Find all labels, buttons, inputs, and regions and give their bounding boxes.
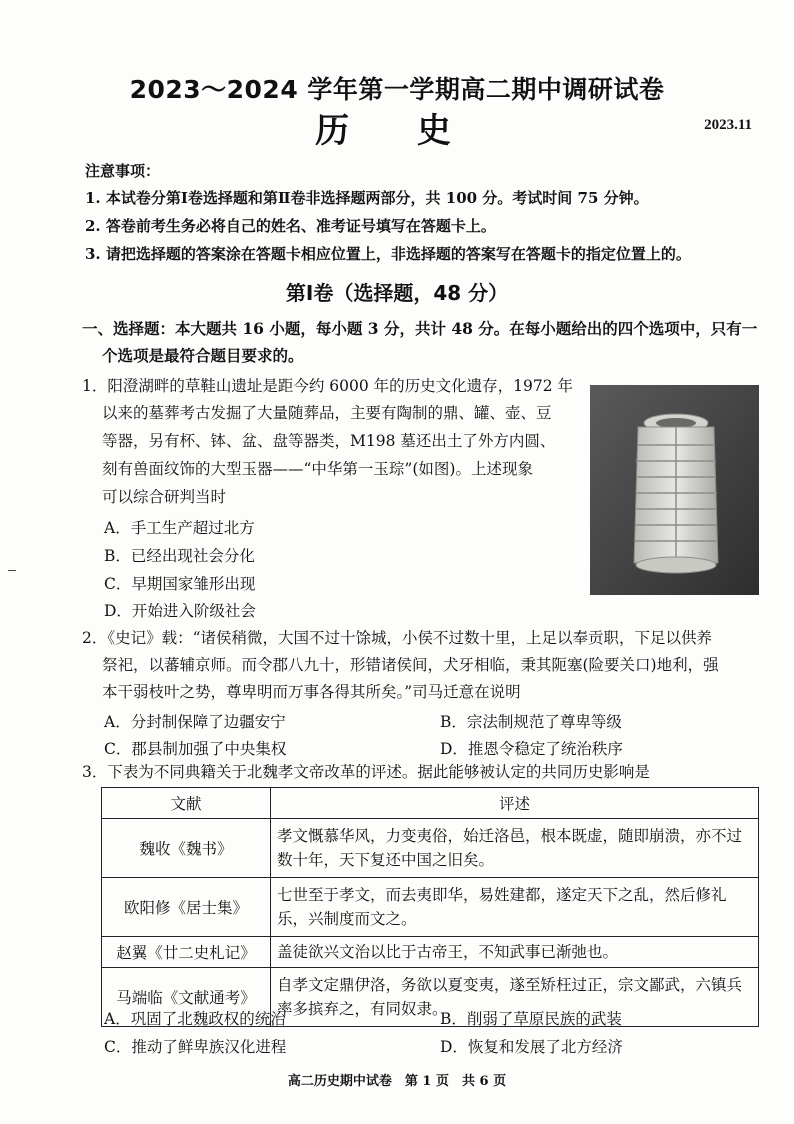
table-header-source: 文献	[102, 788, 271, 819]
table-row	[102, 937, 759, 968]
q1-stem-line: 1．阳澄湖畔的草鞋山遗址是距今约 6000 年的历史文化遗存，1972 年	[82, 377, 574, 395]
note-item: 2. 答卷前考生务必将自己的姓名、准考证号填写在答题卡上。	[85, 217, 496, 235]
q2-option-a[interactable]: A．分封制保障了边疆安宁	[104, 713, 286, 731]
note-item: 3. 请把选择题的答案涂在答题卡相应位置上，非选择题的答案写在答题卡的指定位置上的。	[85, 245, 691, 263]
table-cell-source: 赵翼《廿二史札记》	[102, 937, 271, 968]
jade-cong-photo	[590, 385, 759, 595]
table-cell-source: 魏收《魏书》	[102, 819, 271, 878]
q1-stem-line: 可以综合研判当时	[102, 488, 227, 506]
q1-stem-line: 刻有兽面纹饰的大型玉器——“中华第一玉琮”(如图)。上述现象	[102, 460, 533, 478]
table-cell-comment: 七世至于孝文，而去夷即华，易姓建都，遂定天下之乱，然后修礼乐，兴制度而文之。	[271, 878, 759, 937]
q2-option-c[interactable]: C．郡县制加强了中央集权	[104, 740, 287, 758]
q3-option-d[interactable]: D．恢复和发展了北方经济	[440, 1038, 623, 1056]
q2-option-d[interactable]: D．推恩令稳定了统治秩序	[440, 740, 623, 758]
q3-option-b[interactable]: B．削弱了草原民族的武装	[440, 1010, 622, 1028]
table-header-comment: 评述	[271, 788, 759, 819]
section-instruction: 个选项是最符合题目要求的。	[102, 346, 304, 365]
section-instruction: 一、选择题：本大题共 16 小题，每小题 3 分，共计 48 分。在每小题给出的四个选项中，只有一	[82, 319, 758, 338]
margin-mark	[8, 570, 16, 571]
q2-stem-line: 祭祀，以蕃辅京师。而令郡八九十，形错诸侯间，犬牙相临，秉其阨塞(险要关口)地利，强	[102, 656, 719, 674]
table-cell-comment: 自孝文定鼎伊洛，务欲以夏变夷，遂至矫枉过正，宗文鄙武，六镇兵率多摈弃之，有同奴隶。	[271, 968, 759, 1027]
q1-option-d[interactable]: D．开始进入阶级社会	[104, 602, 256, 620]
table-cell-comment: 盖徒欲兴文治以比于古帝王，不知武事已渐弛也。	[271, 937, 759, 968]
table-row	[102, 878, 759, 937]
subject-title: 历 史	[315, 111, 479, 151]
q3-option-a[interactable]: A．巩固了北魏政权的统治	[104, 1010, 286, 1028]
note-item: 1. 本试卷分第Ⅰ卷选择题和第Ⅱ卷非选择题两部分，共 100 分。考试时间 75 分钟。	[85, 189, 649, 207]
table-cell-source: 马端临《文献通考》	[102, 968, 271, 1027]
table-header-row	[102, 788, 759, 819]
q2-option-b[interactable]: B．宗法制规范了尊卑等级	[440, 713, 622, 731]
q2-stem-line: 本干弱枝叶之势，尊卑明而万事各得其所矣。”司马迁意在说明	[102, 683, 521, 701]
exam-date: 2023.11	[704, 117, 752, 133]
section-title: 第Ⅰ卷（选择题，48 分）	[285, 281, 509, 305]
q2-stem-line: 2．《史记》载：“诸侯稍微，大国不过十馀城，小侯不过数十里，上足以奉贡职，下足以供养	[82, 629, 713, 647]
q1-option-b[interactable]: B．已经出现社会分化	[104, 547, 255, 565]
page-footer: 高二历史期中试卷 第 1 页 共 6 页	[287, 1074, 507, 1089]
q1-stem-line: 等器，另有杯、钵、盆、盘等器类，M198 墓还出土了外方内圆、	[102, 432, 556, 450]
notes-heading: 注意事项：	[85, 162, 161, 180]
table-cell-source: 欧阳修《居士集》	[102, 878, 271, 937]
q3-option-c[interactable]: C．推动了鲜卑族汉化进程	[104, 1038, 287, 1056]
jade-cong-illustration	[590, 385, 759, 595]
q3-stem: 3．下表为不同典籍关于北魏孝文帝改革的评述。据此能够被认定的共同历史影响是	[82, 763, 650, 781]
q1-option-c[interactable]: C．早期国家雏形出现	[104, 575, 256, 593]
table-row	[102, 819, 759, 878]
table-cell-comment: 孝文慨慕华风，力变夷俗，始迁洛邑，根本既虚，随即崩溃，亦不过数十年，天下复还中国之旧矣。	[271, 819, 759, 878]
q1-stem-line: 以来的墓葬考古发掘了大量随葬品，主要有陶制的鼎、罐、壶、豆	[102, 404, 552, 422]
q1-option-a[interactable]: A．手工生产超过北方	[104, 519, 255, 537]
q3-review-table	[101, 787, 759, 1027]
exam-title: 2023～2024 学年第一学期高二期中调研试卷	[129, 75, 665, 104]
